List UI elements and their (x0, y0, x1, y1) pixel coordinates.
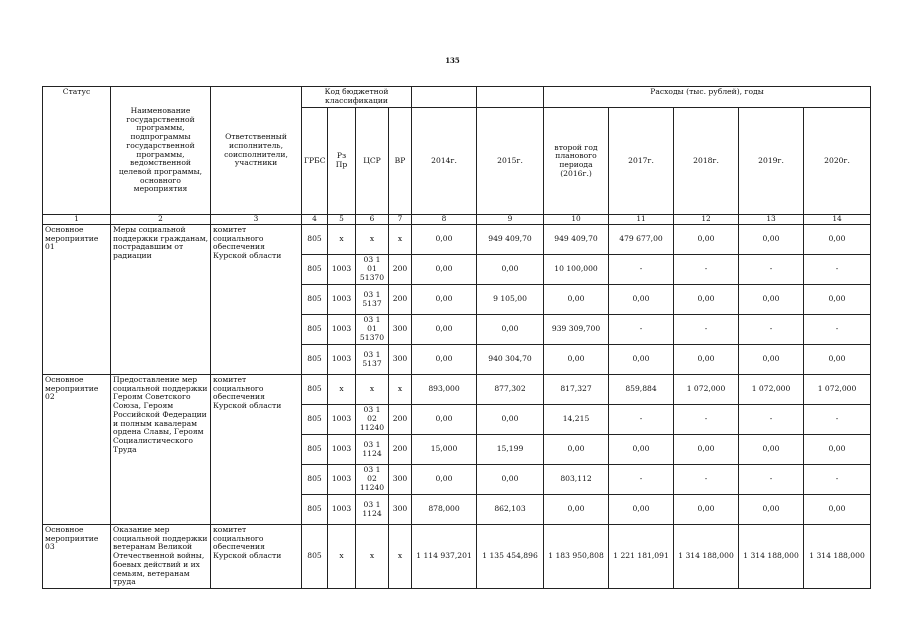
grbs-cell: 805 (302, 315, 328, 345)
header-2018: 2018г. (674, 108, 739, 215)
header-rzpr: Рз Пр (328, 108, 356, 215)
value-2018-cell: - (674, 315, 739, 345)
vr-cell: 300 (389, 495, 412, 525)
grbs-cell: 805 (302, 495, 328, 525)
value-2015-cell: 0,00 (477, 255, 544, 285)
grbs-cell: 805 (302, 255, 328, 285)
value-2020-cell: - (804, 255, 871, 285)
rzpr-cell: 1003 (328, 495, 356, 525)
responsible-cell: комитет социального обеспечения Курской области (211, 225, 302, 375)
value-2019-cell: - (739, 405, 804, 435)
value-2019-cell: - (739, 315, 804, 345)
value-2014-cell: 15,000 (412, 435, 477, 465)
value-2015-cell: 0,00 (477, 405, 544, 435)
value-2014-cell: 893,000 (412, 375, 477, 405)
vr-cell: х (389, 375, 412, 405)
value-2015-cell: 0,00 (477, 315, 544, 345)
measure-name-cell: Предоставление мер социальной поддержки Героям Советского Союза, Героям Российской Федерации и полным кавалерам ордена Славы, Героям Социалистического Труда (111, 375, 211, 525)
value-2018-cell: - (674, 255, 739, 285)
vr-cell: 300 (389, 315, 412, 345)
column-number: 10 (544, 215, 609, 225)
value-2019-cell: - (739, 465, 804, 495)
value-2014-cell: 0,00 (412, 345, 477, 375)
value-2017-cell: - (609, 255, 674, 285)
rzpr-cell: 1003 (328, 315, 356, 345)
value-2017-cell: 0,00 (609, 495, 674, 525)
value-2018-cell: 1 072,000 (674, 375, 739, 405)
rzpr-cell: 1003 (328, 465, 356, 495)
csr-cell: х (356, 525, 389, 589)
vr-cell: 300 (389, 465, 412, 495)
csr-cell: 03 1 01 51370 (356, 315, 389, 345)
responsible-cell: комитет социального обеспечения Курской области (211, 525, 302, 589)
page-number: 135 (445, 56, 460, 65)
value-2019-cell: 0,00 (739, 225, 804, 255)
value-2019-cell: - (739, 255, 804, 285)
header-expenses: Расходы (тыс. рублей), годы (544, 87, 871, 108)
header-2020: 2020г. (804, 108, 871, 215)
rzpr-cell: 1003 (328, 435, 356, 465)
column-number: 4 (302, 215, 328, 225)
value-2020-cell: 0,00 (804, 495, 871, 525)
header-csr: ЦСР (356, 108, 389, 215)
value-2020-cell: 1 314 188,000 (804, 525, 871, 589)
value-2014-cell: 878,000 (412, 495, 477, 525)
value-2016-cell: 0,00 (544, 435, 609, 465)
value-2018-cell: 0,00 (674, 345, 739, 375)
value-2017-cell: 0,00 (609, 285, 674, 315)
column-number: 1 (43, 215, 111, 225)
value-2014-cell: 0,00 (412, 225, 477, 255)
value-2019-cell: 0,00 (739, 435, 804, 465)
vr-cell: 200 (389, 255, 412, 285)
value-2019-cell: 0,00 (739, 285, 804, 315)
csr-cell: 03 1 01 51370 (356, 255, 389, 285)
value-2019-cell: 1 072,000 (739, 375, 804, 405)
rzpr-cell: х (328, 375, 356, 405)
value-2015-cell: 1 135 454,896 (477, 525, 544, 589)
grbs-cell: 805 (302, 465, 328, 495)
value-2018-cell: 1 314 188,000 (674, 525, 739, 589)
column-number: 14 (804, 215, 871, 225)
csr-cell: 03 1 02 11240 (356, 465, 389, 495)
value-2020-cell: - (804, 405, 871, 435)
value-2017-cell: - (609, 465, 674, 495)
value-2020-cell: 0,00 (804, 225, 871, 255)
csr-cell: х (356, 225, 389, 255)
responsible-cell: комитет социального обеспечения Курской области (211, 375, 302, 525)
grbs-cell: 805 (302, 285, 328, 315)
value-2016-cell: 0,00 (544, 285, 609, 315)
value-2020-cell: 0,00 (804, 435, 871, 465)
value-2014-cell: 1 114 937,201 (412, 525, 477, 589)
header-2019: 2019г. (739, 108, 804, 215)
value-2018-cell: - (674, 465, 739, 495)
grbs-cell: 805 (302, 525, 328, 589)
value-2020-cell: - (804, 315, 871, 345)
value-2019-cell: 1 314 188,000 (739, 525, 804, 589)
rzpr-cell: х (328, 525, 356, 589)
value-2016-cell: 939 309,700 (544, 315, 609, 345)
value-2019-cell: 0,00 (739, 495, 804, 525)
vr-cell: 300 (389, 345, 412, 375)
value-2014-cell: 0,00 (412, 465, 477, 495)
value-2016-cell: 10 100,000 (544, 255, 609, 285)
header-name: Наименование государственной программы, подпрограммы государственной программы, ведомственной целевой программы, основного мероприятия (111, 87, 211, 215)
csr-cell: 03 1 1124 (356, 435, 389, 465)
csr-cell: 03 1 5137 (356, 285, 389, 315)
value-2014-cell: 0,00 (412, 255, 477, 285)
column-number: 6 (356, 215, 389, 225)
value-2015-cell: 15,199 (477, 435, 544, 465)
vr-cell: 200 (389, 405, 412, 435)
vr-cell: 200 (389, 435, 412, 465)
csr-cell: х (356, 375, 389, 405)
rzpr-cell: 1003 (328, 255, 356, 285)
grbs-cell: 805 (302, 435, 328, 465)
value-2017-cell: 0,00 (609, 435, 674, 465)
value-2015-cell: 9 105,00 (477, 285, 544, 315)
value-2018-cell: - (674, 405, 739, 435)
column-number: 5 (328, 215, 356, 225)
column-number: 12 (674, 215, 739, 225)
value-2018-cell: 0,00 (674, 225, 739, 255)
value-2018-cell: 0,00 (674, 495, 739, 525)
value-2014-cell: 0,00 (412, 405, 477, 435)
header-2017: 2017г. (609, 108, 674, 215)
column-number: 3 (211, 215, 302, 225)
rzpr-cell: 1003 (328, 345, 356, 375)
header-2016: второй год планового периода (2016г.) (544, 108, 609, 215)
value-2017-cell: - (609, 405, 674, 435)
value-2014-cell: 0,00 (412, 315, 477, 345)
value-2015-cell: 949 409,70 (477, 225, 544, 255)
header-grbs: ГРБС (302, 108, 328, 215)
value-2016-cell: 14,215 (544, 405, 609, 435)
table-row (43, 375, 871, 405)
value-2017-cell: 859,884 (609, 375, 674, 405)
value-2017-cell: 1 221 181,091 (609, 525, 674, 589)
measure-name-cell: Меры социальной поддержки гражданам, пострадавшим от радиации (111, 225, 211, 375)
column-number: 11 (609, 215, 674, 225)
grbs-cell: 805 (302, 405, 328, 435)
status-cell: Основное мероприятие 01 (43, 225, 111, 375)
grbs-cell: 805 (302, 375, 328, 405)
value-2014-cell: 0,00 (412, 285, 477, 315)
value-2015-cell: 0,00 (477, 465, 544, 495)
header-2014: 2014г. (412, 108, 477, 215)
csr-cell: 03 1 1124 (356, 495, 389, 525)
value-2016-cell: 1 183 950,808 (544, 525, 609, 589)
header-vr: ВР (389, 108, 412, 215)
value-2016-cell: 0,00 (544, 345, 609, 375)
header-blank-2015 (477, 87, 544, 108)
value-2020-cell: 1 072,000 (804, 375, 871, 405)
column-number: 2 (111, 215, 211, 225)
budget-table (42, 86, 871, 589)
header-budget-code: Код бюджетной классификации (302, 87, 412, 108)
value-2018-cell: 0,00 (674, 435, 739, 465)
value-2016-cell: 949 409,70 (544, 225, 609, 255)
value-2015-cell: 940 304,70 (477, 345, 544, 375)
value-2020-cell: - (804, 465, 871, 495)
csr-cell: 03 1 02 11240 (356, 405, 389, 435)
value-2017-cell: 0,00 (609, 345, 674, 375)
value-2020-cell: 0,00 (804, 285, 871, 315)
value-2016-cell: 0,00 (544, 495, 609, 525)
column-number: 9 (477, 215, 544, 225)
value-2016-cell: 817,327 (544, 375, 609, 405)
value-2018-cell: 0,00 (674, 285, 739, 315)
grbs-cell: 805 (302, 225, 328, 255)
status-cell: Основное мероприятие 02 (43, 375, 111, 525)
header-responsible: Ответственный исполнитель, соисполнители, участники (211, 87, 302, 215)
header-status: Статус (43, 87, 111, 215)
value-2015-cell: 862,103 (477, 495, 544, 525)
rzpr-cell: 1003 (328, 285, 356, 315)
header-2015: 2015г. (477, 108, 544, 215)
rzpr-cell: х (328, 225, 356, 255)
header-blank-2014 (412, 87, 477, 108)
value-2016-cell: 803,112 (544, 465, 609, 495)
table-row (43, 525, 871, 589)
value-2017-cell: - (609, 315, 674, 345)
vr-cell: 200 (389, 285, 412, 315)
value-2019-cell: 0,00 (739, 345, 804, 375)
value-2020-cell: 0,00 (804, 345, 871, 375)
table-row (43, 225, 871, 255)
grbs-cell: 805 (302, 345, 328, 375)
measure-name-cell: Оказание мер социальной поддержки ветеранам Великой Отечественной войны, боевых действий и их семьям, ветеранам труда (111, 525, 211, 589)
column-number: 13 (739, 215, 804, 225)
value-2017-cell: 479 677,00 (609, 225, 674, 255)
column-number: 7 (389, 215, 412, 225)
vr-cell: х (389, 525, 412, 589)
vr-cell: х (389, 225, 412, 255)
rzpr-cell: 1003 (328, 405, 356, 435)
column-number: 8 (412, 215, 477, 225)
status-cell: Основное мероприятие 03 (43, 525, 111, 589)
csr-cell: 03 1 5137 (356, 345, 389, 375)
value-2015-cell: 877,302 (477, 375, 544, 405)
